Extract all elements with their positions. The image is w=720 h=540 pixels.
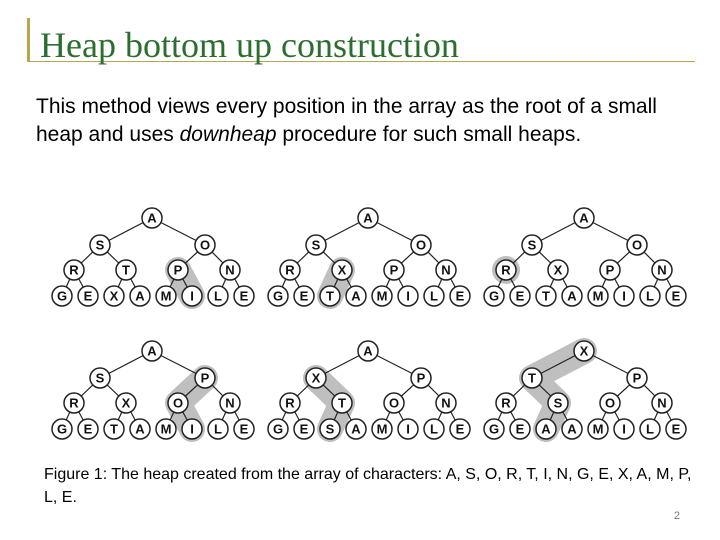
- tree-node-label: A: [351, 288, 361, 304]
- tree-node-label: P: [389, 262, 399, 278]
- tree-node-label: I: [190, 421, 194, 437]
- tree-node-label: O: [631, 237, 643, 253]
- tree-node-label: T: [338, 395, 346, 411]
- tree-node-label: L: [430, 288, 438, 304]
- tree-node-label: T: [326, 288, 334, 304]
- tree-node-label: L: [646, 421, 654, 437]
- tree-node-label: X: [121, 395, 131, 411]
- heap-tree-1: [52, 208, 254, 306]
- tree-node-label: N: [225, 262, 235, 278]
- tree-node-label: I: [190, 288, 194, 304]
- intro-text-start: This method views every position in the array as the root of a small heap and uses: [36, 95, 657, 146]
- tree-node-label: G: [272, 288, 284, 304]
- slide-title: Heap bottom up construction: [40, 25, 459, 65]
- tree-node-label: A: [567, 288, 577, 304]
- tree-node-label: E: [299, 288, 309, 304]
- tree-node-label: N: [657, 262, 667, 278]
- tree-node-label: G: [56, 421, 68, 437]
- tree-node-label: R: [285, 395, 295, 411]
- tree-node-label: G: [56, 288, 68, 304]
- tree-node-label: R: [501, 395, 511, 411]
- tree-node-label: S: [311, 237, 321, 253]
- tree-node-label: O: [172, 395, 184, 411]
- tree-node-label: M: [592, 421, 604, 437]
- tree-node-label: E: [239, 288, 249, 304]
- tree-node-label: T: [542, 288, 550, 304]
- tree-node-label: T: [122, 262, 130, 278]
- tree-node-label: G: [488, 288, 500, 304]
- tree-node-label: M: [376, 421, 388, 437]
- tree-node-label: I: [406, 421, 410, 437]
- tree-node-label: E: [515, 288, 525, 304]
- tree-node-label: N: [657, 395, 667, 411]
- tree-node-label: S: [325, 421, 335, 437]
- tree-node-label: O: [388, 395, 400, 411]
- tree-node-label: O: [199, 237, 211, 253]
- tree-node-label: N: [441, 395, 451, 411]
- tree-node-label: E: [455, 288, 465, 304]
- tree-node-label: X: [311, 370, 321, 386]
- tree-node-label: P: [173, 262, 183, 278]
- tree-node-label: A: [147, 210, 157, 226]
- tree-node-label: E: [299, 421, 309, 437]
- page-number: 2: [673, 510, 680, 522]
- tree-node-label: M: [160, 288, 172, 304]
- tree-node-label: L: [214, 421, 222, 437]
- tree-node-label: P: [200, 370, 210, 386]
- tree-node-label: R: [285, 262, 295, 278]
- tree-node-label: P: [416, 370, 426, 386]
- tree-node-label: I: [406, 288, 410, 304]
- figure-caption: Figure 1: The heap created from the array of characters: A, S, O, R, T, I, N, G, E, X, A, M, P, L, E.: [44, 466, 692, 506]
- heap-tree-2: [268, 208, 470, 306]
- tree-node-label: T: [528, 370, 536, 386]
- tree-node-label: I: [622, 421, 626, 437]
- tree-node-label: E: [671, 421, 681, 437]
- heap-tree-3: [484, 208, 686, 306]
- tree-node-label: M: [160, 421, 172, 437]
- intro-emphasis: downheap: [179, 123, 277, 146]
- highlight-path: [532, 351, 584, 429]
- tree-node-label: P: [605, 262, 615, 278]
- tree-node-label: N: [225, 395, 235, 411]
- tree-node-label: A: [135, 288, 145, 304]
- tree-node-label: I: [622, 288, 626, 304]
- heap-tree-4: [52, 341, 254, 439]
- tree-node-label: L: [646, 288, 654, 304]
- tree-node-label: M: [376, 288, 388, 304]
- heap-tree-6: [484, 341, 686, 439]
- tree-node-label: O: [604, 395, 616, 411]
- tree-node-label: S: [527, 237, 537, 253]
- tree-node-label: G: [272, 421, 284, 437]
- tree-node-label: O: [415, 237, 427, 253]
- tree-node-label: A: [147, 343, 157, 359]
- tree-node-label: X: [109, 288, 119, 304]
- tree-node-label: A: [567, 421, 577, 437]
- tree-node-label: R: [69, 395, 79, 411]
- tree-node-label: E: [239, 421, 249, 437]
- tree-node-label: E: [83, 288, 93, 304]
- tree-node-label: R: [501, 262, 511, 278]
- tree-node-label: R: [69, 262, 79, 278]
- heap-tree-5: [268, 341, 470, 439]
- tree-node-label: S: [95, 370, 105, 386]
- tree-node-label: T: [110, 421, 118, 437]
- tree-node-label: E: [455, 421, 465, 437]
- tree-node-label: G: [488, 421, 500, 437]
- tree-node-label: A: [363, 343, 373, 359]
- tree-node-label: L: [214, 288, 222, 304]
- tree-node-label: S: [553, 395, 563, 411]
- tree-node-label: E: [515, 421, 525, 437]
- tree-node-label: A: [579, 210, 589, 226]
- tree-node-label: A: [541, 421, 551, 437]
- intro-text-end: procedure for such small heaps.: [276, 123, 582, 146]
- tree-node-label: A: [351, 421, 361, 437]
- tree-node-label: A: [363, 210, 373, 226]
- tree-node-label: M: [592, 288, 604, 304]
- tree-node-label: X: [337, 262, 347, 278]
- tree-node-label: X: [579, 343, 589, 359]
- tree-node-label: N: [441, 262, 451, 278]
- tree-node-label: A: [135, 421, 145, 437]
- tree-node-label: E: [83, 421, 93, 437]
- tree-node-label: E: [671, 288, 681, 304]
- tree-node-label: X: [553, 262, 563, 278]
- tree-node-label: P: [632, 370, 642, 386]
- tree-node-label: L: [430, 421, 438, 437]
- tree-node-label: S: [95, 237, 105, 253]
